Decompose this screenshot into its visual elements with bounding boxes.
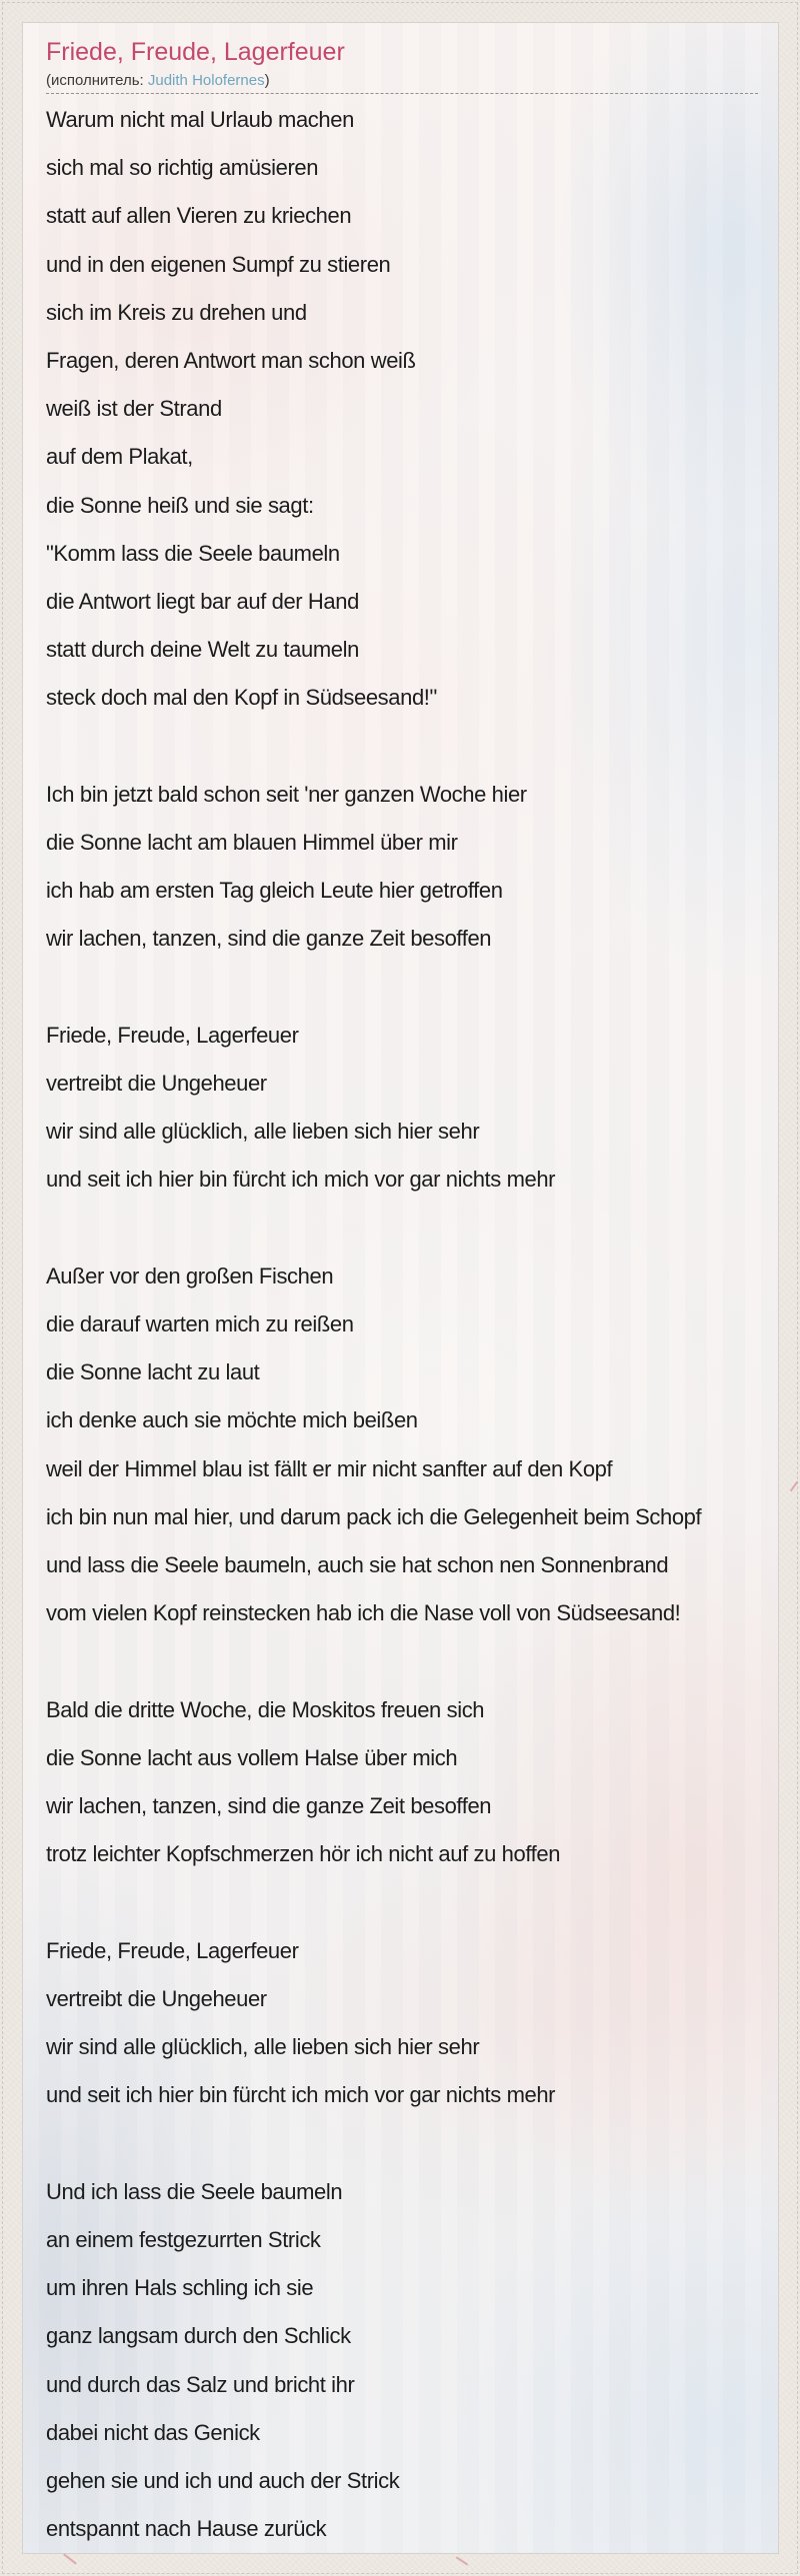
lyric-line: um ihren Hals schling ich sie [46,2275,314,2301]
lyric-line: auf dem Plakat, [46,444,193,470]
lyric-line: Außer vor den großen Fischen [46,1263,334,1288]
lyric-line: wir lachen, tanzen, sind die ganze Zeit besoffen [46,926,492,952]
lyric-line [46,723,758,771]
lyric-line: Friede, Freude, Lagerfeuer [46,1022,299,1048]
lyric-line: statt durch deine Welt zu taumeln [46,637,359,663]
lyric-line: steck doch mal den Kopf in Südseesand!" [46,685,437,711]
lyric-line: wir sind alle glücklich, alle lieben sich hier sehr [46,1119,480,1145]
lyric-line: vom vielen Kopf reinstecken hab ich die Nase voll von Südseesand! [46,1600,681,1626]
artist-label-suffix: ) [264,72,270,89]
lyric-line: statt auf allen Vieren zu kriechen [46,203,352,229]
lyric-line: weil der Himmel blau ist fällt er mir nicht sanfter auf den Kopf [46,1455,613,1481]
lyric-line: sich mal so richtig amüsieren [46,155,319,181]
lyric-line: ich denke auch sie möchte mich beißen [46,1407,418,1433]
lyric-line: vertreibt die Ungeheuer [46,1985,267,2011]
lyric-line: die Sonne lacht am blauen Himmel über mir [46,830,458,856]
lyric-line: und in den eigenen Sumpf zu stieren [46,251,391,277]
lyric-line: gehen sie und ich und auch der Strick [46,2467,400,2493]
lyric-line: vertreibt die Ungeheuer [46,1071,267,1097]
artist-link[interactable]: Judith Holofernes [147,72,265,89]
lyric-line [46,1205,758,1253]
artist-label: (исполнитель: [46,72,148,89]
lyric-line: entspannt nach Hause zurück [46,2516,327,2542]
lyric-line: und lass die Seele baumeln, auch sie hat schon nen Sonnenbrand [46,1552,669,1578]
lyric-line: wir lachen, tanzen, sind die ganze Zeit besoffen [46,1793,492,1819]
lyric-line: Fragen, deren Antwort man schon weiß [46,348,416,374]
lyric-line: wir sind alle glücklich, alle lieben sich hier sehr [46,2034,480,2060]
lyric-line: die Antwort liegt bar auf der Hand [46,589,359,615]
lyric-line: ich hab am ersten Tag gleich Leute hier getroffen [46,878,503,904]
lyric-line: und seit ich hier bin fürcht ich mich vor gar nichts mehr [46,2082,556,2108]
lyrics [46,94,758,2553]
lyric-line: dabei nicht das Genick [46,2419,260,2445]
lyric-line: Warum nicht mal Urlaub machen [46,107,354,132]
lyric-line: sich im Kreis zu drehen und [46,299,307,325]
lyric-line: und seit ich hier bin fürcht ich mich vor gar nichts mehr [46,1167,556,1193]
lyric-line [46,2120,758,2168]
lyric-line: Friede, Freude, Lagerfeuer [46,1937,299,1963]
lyric-line: die darauf warten mich zu reißen [46,1311,354,1337]
song-title: Friede, Freude, Lagerfeuer [46,38,345,66]
lyric-line: die Sonne lacht aus vollem Halse über mich [46,1744,458,1770]
lyric-line: trotz leichter Kopfschmerzen hör ich nicht auf zu hoffen [46,1841,561,1867]
artist-line [46,72,758,90]
lyric-line: die Sonne heiß und sie sagt: [46,492,314,518]
lyrics-card [22,22,779,2554]
lyric-line: "Komm lass die Seele baumeln [46,540,340,566]
lyric-line: ganz langsam durch den Schlick [46,2323,351,2349]
lyric-line: Bald die dritte Woche, die Moskitos freuen sich [46,1696,485,1722]
lyric-line: und durch das Salz und bricht ihr [46,2371,355,2397]
lyric-line: die Sonne lacht zu laut [46,1359,260,1385]
lyric-line [46,1879,758,1927]
lyric-line: weiß ist der Strand [46,396,222,422]
lyric-line [46,1638,758,1686]
lyric-line: Ich bin jetzt bald schon seit 'ner ganzen Woche hier [46,781,527,807]
lyric-line: an einem festgezurrten Strick [46,2226,321,2252]
lyric-line [46,964,758,1012]
lyric-line: Und ich lass die Seele baumeln [46,2178,343,2204]
lyric-line: ich bin nun mal hier, und darum pack ich die Gelegenheit beim Schopf [46,1503,702,1529]
